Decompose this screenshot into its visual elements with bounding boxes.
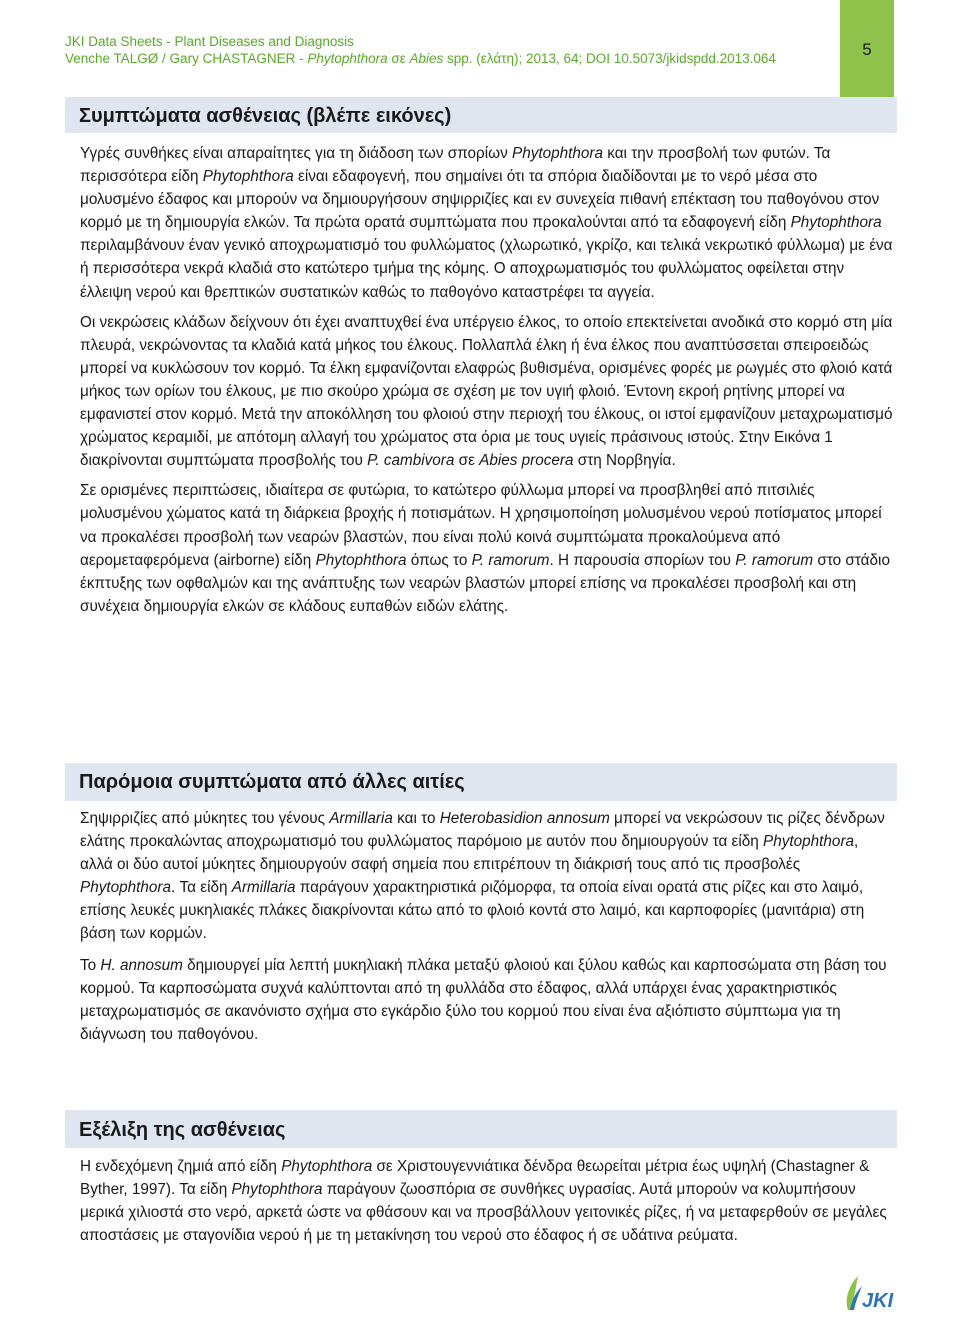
italic-run: Armillaria	[231, 879, 296, 897]
paragraph	[80, 142, 895, 304]
text-run: Υγρές συνθήκες είναι απαραίτητες για τη διάδοση των σπορίων	[80, 145, 512, 162]
text-run: είναι εδαφογενή, που σημαίνει ότι τα σπόρια διαδίδονται με το νερό μέσα στο μολυσμένο έδαφος και μπορούν να δημιουργήσουν σηψιρριζίες και εν συνεχεία πιθανή επέκταση του παθογόνου στον κορμό με τη δημιουργία ελκών. Τα πρώτα ορατά συμπτώματα που προκαλούνται από τα εδαφογενή είδη	[80, 168, 880, 232]
text-run: όπως το	[406, 551, 472, 569]
text-run: σε Χριστουγεννιάτικα δένδρα θεωρείται μέτρια έως υψηλή (Chastagner & Byther, 1997). Τα είδη	[80, 1158, 870, 1199]
text-run: Η ενδεχόμενη ζημιά από είδη	[80, 1158, 282, 1175]
jki-logo-text: JKI	[862, 1290, 894, 1312]
italic-run: H. annosum	[100, 956, 183, 974]
text-run: μπορεί να νεκρώσουν τις ρίζες δένδρων ελάτης προκαλώντας αποχρωματισμό του φυλλώματος παρόμοιο με αυτόν που δημιουργούν τα είδη	[80, 810, 885, 851]
italic-run: P. ramorum	[735, 551, 814, 569]
italic-run: Phytophthora	[315, 551, 407, 569]
citation-genus: Phytophthora	[307, 51, 388, 66]
citation-rest: spp. (ελάτη); 2013, 64; DOI 10.5073/jkidspdd.2013.064	[443, 51, 776, 66]
section-body-symptoms	[80, 142, 895, 618]
running-header	[65, 33, 825, 67]
italic-run: Phytophthora	[281, 1158, 373, 1175]
text-run: και την προσβολή των φυτών. Τα περισσότερα είδη	[80, 145, 831, 186]
italic-run: Armillaria	[329, 810, 393, 827]
citation-authors: Venche TALGØ / Gary CHASTAGNER -	[65, 51, 308, 66]
section-title-symptoms: Συμπτώματα ασθένειας (βλέπε εικόνες)	[79, 105, 452, 127]
section-title-similar: Παρόμοια συμπτώματα από άλλες αιτίες	[79, 771, 465, 793]
italic-run: Phytophthora	[512, 145, 603, 162]
series-title: JKI Data Sheets - Plant Diseases and Diagnosis	[65, 34, 354, 49]
italic-run: P. ramorum	[471, 551, 550, 569]
text-run: στη Νορβηγία.	[573, 452, 676, 470]
italic-run: Phytophthora	[202, 168, 294, 186]
italic-run: Phytophthora	[231, 1181, 323, 1199]
italic-run: Phytophthora	[790, 214, 882, 232]
text-run: στο στάδιο έκπτυξης των οφθαλμών και της ανάπτυξης των νεαρών βλαστών μπορεί επίσης να προκαλέσει προσβολή και στη συνέχεια δημιουργία ελκών σε κλάδους ευπαθών ειδών ελάτης.	[80, 551, 890, 615]
text-run: σε	[454, 452, 480, 470]
citation-line	[65, 50, 825, 67]
paragraph	[80, 479, 895, 618]
section-title-progression: Εξέλιξη της ασθένειας	[79, 1119, 286, 1141]
text-run: περιλαμβάνουν έναν γενικό αποχρωματισμό του φυλλώματος (χλωρωτικό, γκρίζο, και τελικά νεκρωτικό φύλλωμα) με ένα ή περισσότερα νεκρά κλαδιά στο κατώτερο τμήμα της κόμης. Ο αποχρωματισμός του φυλλώματος οφείλεται στην έλλειψη νερού και θρεπτικών συστατικών καθώς το παθογόνο καταστρέφει τα αγγεία.	[80, 237, 893, 301]
text-run: Σηψιρριζίες από μύκητες του γένους	[80, 810, 330, 827]
italic-run: Phytophthora	[80, 879, 171, 897]
paragraph	[80, 954, 895, 1046]
citation-mid: σε	[387, 51, 410, 66]
text-run: , αλλά οι δύο αυτοί μύκητες δημιουργούν σαφή σημεία που επιτρέπουν τη διάκρισή τους από τις προσβολές	[80, 833, 859, 874]
italic-run: Phytophthora	[763, 833, 855, 851]
text-run: . Τα είδη	[171, 879, 232, 897]
text-run: Σε ορισμένες περιπτώσεις, ιδιαίτερα σε φυτώρια, το κατώτερο φύλλωμα μπορεί να προσβληθεί από πιτσιλιές μολυσμένου χώματος κατά τη διάρκεια βροχής ή ποτισμάτων. Η χρησιμοποίηση μολυσμένου νερού ποτίσματος μπορεί να προκαλέσει προσβολή των νεαρών βλαστών, που είναι πολύ κοινά συμπτώματα προκαλούμενα από αερομεταφερόμενα (airborne) είδη	[80, 482, 882, 569]
text-run: δημιουργεί μία λεπτή μυκηλιακή πλάκα μεταξύ φλοιού και ξύλου καθώς και καρποσώματα στη βάση του κορμού. Τα καρποσώματα συχνά καλύπτονται από τη φυλλάδα στο έδαφος, αλλά υπάρχει ένας χαρακτηριστικός μεταχρωματισμός σε ακανόνιστο σχήμα στο εγκάρδιο ξύλο του κορμού που είναι ένα αξιόπιστο σύμπτωμα για τη διάγνωση του παθογόνου.	[80, 956, 887, 1043]
paragraph	[80, 807, 895, 946]
section-body-similar	[80, 807, 895, 1046]
citation-species: Abies	[409, 51, 444, 66]
page-number: 5	[862, 40, 872, 59]
italic-run: P. cambivora	[367, 452, 455, 470]
text-run: . Η παρουσία σπορίων του	[549, 551, 736, 569]
text-run: και το	[392, 810, 440, 827]
paragraph	[80, 1155, 895, 1247]
text-run: παράγουν ζωοσπόρια σε συνθήκες υγρασίας. Αυτά μπορούν να κολυμπήσουν μερικά χιλιοστά στο νερό, αρκετά ώστε να φθάσουν και να προσβάλλουν γειτονικές ρίζες, ή να μεταφερθούν σε μεγάλες αποστάσεις με σταγονίδια νερού ή με τη μετακίνηση του νερού στο έδαφος ή σε υδάτινα ρεύματα.	[80, 1181, 887, 1245]
text-run: παράγουν χαρακτηριστικά ριζόμορφα, τα οποία είναι ορατά στις ρίζες και στο λαιμό, επίσης λευκές μυκηλιακές πλάκες διακρίνονται κάτω από το φλοιό κοντά στο λαιμό, και καρποφορίες (μανιτάρια) στη βάση των κορμών.	[80, 879, 865, 943]
section-body-progression	[80, 1155, 895, 1247]
text-run: Το	[80, 956, 101, 974]
italic-run: Abies procera	[479, 452, 574, 470]
paragraph	[80, 311, 895, 473]
italic-run: Heterobasidion annosum	[439, 810, 610, 827]
text-run: Οι νεκρώσεις κλάδων δείχνουν ότι έχει αναπτυχθεί ένα υπέργειο έλκος, το οποίο επεκτείνεται ανοδικά στο κορμό στη μία πλευρά, νεκρώνοντας τα κλαδιά κατά μήκος του έλκους. Πολλαπλά έλκη ή ένα έλκος που αναπτύσσεται σπειροειδώς μπορεί να κυκλώσουν τον κορμό. Τα έλκη εμφανίζονται ελαφρώς βυθισμένα, ορισμένες φορές με ρωγμές στο φλοιό κατά μήκος των ορίων του έλκους, με πιο σκούρο χρώμα σε σχέση με τον υγιή φλοιό. Έντονη εκροή ρητίνης μπορεί να εμφανιστεί στον κορμό. Μετά την αποκόλληση του φλοιού στην περιοχή του έλκους, οι ιστοί εμφανίζουν μεταχρωματισμό χρώματος κεραμιδί, με απότομη αλλαγή του χρώματος στα όρια με τους υγιείς πράσινους ιστούς. Στην Εικόνα 1 διακρίνονται συμπτώματα προσβολής του	[80, 313, 893, 470]
